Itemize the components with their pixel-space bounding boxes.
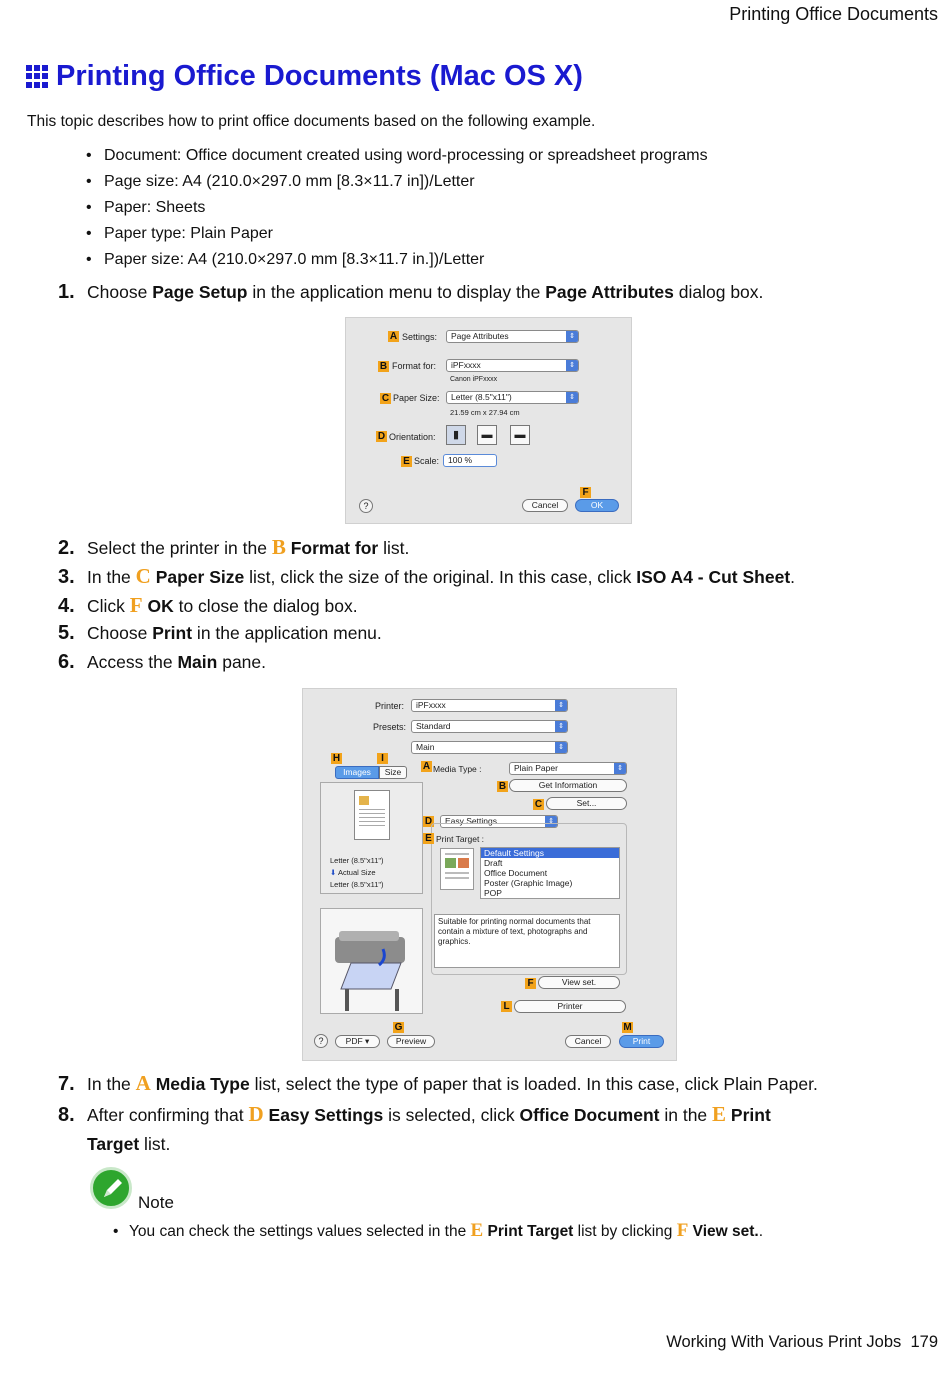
badge-b: B bbox=[379, 361, 388, 372]
cancel-button[interactable]: Cancel bbox=[565, 1035, 611, 1048]
intro-text: This topic describes how to print office documents based on the following example. bbox=[27, 113, 596, 130]
get-information-button[interactable]: Get Information bbox=[509, 779, 627, 792]
page-title: Printing Office Documents (Mac OS X) bbox=[56, 60, 583, 92]
settings-label: Settings: bbox=[402, 332, 438, 342]
badge-h: H bbox=[332, 753, 341, 764]
badge-a: A bbox=[422, 761, 431, 772]
page-number: 179 bbox=[910, 1333, 938, 1351]
orientation-label: Orientation: bbox=[389, 432, 436, 442]
view-set-button[interactable]: View set. bbox=[538, 976, 620, 989]
grid-icon bbox=[26, 65, 50, 89]
badge-d: D bbox=[424, 816, 433, 827]
step-8: 8. After confirming that D Easy Settings is selected, click Office Document in the E Print Target list. bbox=[58, 1102, 771, 1154]
badge-e: E bbox=[423, 833, 434, 844]
step-5: 5. Choose Print in the application menu. bbox=[58, 622, 382, 644]
badge-f: F bbox=[580, 487, 591, 498]
list-item[interactable]: Default Settings bbox=[481, 848, 619, 858]
print-target-list[interactable] bbox=[480, 847, 620, 899]
list-item: • Page size: A4 (210.0×297.0 mm [8.3×11.7 in])/Letter bbox=[86, 169, 708, 195]
badge-d: D bbox=[377, 431, 386, 442]
badge-c: C bbox=[534, 799, 543, 810]
preview-scaling: ⬇ Actual Size bbox=[330, 868, 376, 877]
badge-m: M bbox=[623, 1022, 632, 1033]
tab-images[interactable]: Images bbox=[335, 766, 379, 779]
step-2: 2. Select the printer in the B Format for list. bbox=[58, 535, 410, 559]
page-footer bbox=[666, 1333, 938, 1352]
step-7: 7. In the A Media Type list, select the type of paper that is loaded. In this case, click Plain Paper. bbox=[58, 1071, 818, 1095]
help-icon[interactable]: ? bbox=[359, 499, 373, 513]
description-box: Suitable for printing normal documents that contain a mixture of text, photographs and graphics. bbox=[434, 914, 620, 968]
list-item: • Paper: Sheets bbox=[86, 195, 708, 221]
preview-button[interactable]: Preview bbox=[387, 1035, 435, 1048]
step-1: 1. Choose Page Setup in the application menu to display the Page Attributes dialog box. bbox=[58, 281, 764, 303]
list-item[interactable]: Office Document bbox=[484, 868, 548, 878]
printer-label: Printer: bbox=[375, 701, 405, 711]
list-item: • Paper type: Plain Paper bbox=[86, 221, 708, 247]
step-6: 6. Access the Main pane. bbox=[58, 651, 266, 673]
landscape-left-icon[interactable]: ▬ bbox=[477, 425, 497, 445]
note-text: • You can check the settings values selected in the E Print Target list by clicking F View set.. bbox=[113, 1220, 764, 1241]
badge-b: B bbox=[498, 781, 507, 792]
presets-label: Presets: bbox=[373, 722, 407, 732]
paper-size-label: Paper Size: bbox=[393, 393, 440, 403]
footer-section: Working With Various Print Jobs bbox=[666, 1333, 902, 1351]
cancel-button[interactable]: Cancel bbox=[522, 499, 568, 512]
print-main-dialog bbox=[302, 688, 677, 1061]
badge-c: C bbox=[381, 393, 390, 404]
badge-l: L bbox=[501, 1001, 512, 1012]
list-item: • Document: Office document created using word-processing or spreadsheet programs bbox=[86, 143, 708, 169]
list-item[interactable]: Poster (Graphic Image) bbox=[484, 878, 573, 888]
preview-size-original: Letter (8.5"x11") bbox=[330, 856, 384, 865]
scale-input[interactable]: 100 % bbox=[443, 454, 497, 467]
running-header: Printing Office Documents bbox=[729, 4, 938, 24]
printer-select[interactable]: iPFxxxx ⇕ bbox=[411, 699, 568, 712]
list-item[interactable]: Draft bbox=[484, 858, 503, 868]
format-for-select[interactable]: iPFxxxx ⇕ bbox=[446, 359, 579, 372]
page-thumbnail bbox=[354, 790, 390, 840]
portrait-icon[interactable]: ▮ bbox=[446, 425, 466, 445]
example-list bbox=[86, 143, 708, 273]
preview-size-output: Letter (8.5"x11") bbox=[330, 880, 384, 889]
list-item: • Paper size: A4 (210.0×297.0 mm [8.3×11.7 in.])/Letter bbox=[86, 247, 708, 273]
printer-illustration bbox=[320, 908, 423, 1014]
presets-select[interactable]: Standard ⇕ bbox=[411, 720, 568, 733]
note-pencil-icon bbox=[90, 1167, 132, 1209]
paper-size-sub: 21.59 cm x 27.94 cm bbox=[450, 408, 520, 417]
help-icon[interactable]: ? bbox=[314, 1034, 328, 1048]
note-heading: Note bbox=[138, 1193, 174, 1212]
landscape-right-icon[interactable]: ▬ bbox=[510, 425, 530, 445]
step-3: 3. In the C Paper Size list, click the size of the original. In this case, click ISO A4 - Cut Sheet. bbox=[58, 564, 796, 588]
badge-g: G bbox=[394, 1022, 403, 1033]
title-block bbox=[26, 60, 583, 93]
set-button[interactable]: Set... bbox=[546, 797, 627, 810]
print-button[interactable]: Print bbox=[619, 1035, 664, 1048]
pane-select[interactable]: Main ⇕ bbox=[411, 741, 568, 754]
pdf-button[interactable]: PDF ▾ bbox=[335, 1035, 380, 1048]
paper-size-select[interactable]: Letter (8.5"x11") ⇕ bbox=[446, 391, 579, 404]
down-arrow-icon: ⬇ bbox=[330, 868, 338, 877]
page-attributes-dialog bbox=[345, 317, 632, 524]
media-type-select[interactable]: Plain Paper ⇕ bbox=[509, 762, 627, 775]
badge-e: E bbox=[401, 456, 412, 467]
printer-button[interactable]: Printer bbox=[514, 1000, 626, 1013]
badge-f: F bbox=[525, 978, 536, 989]
media-type-label: Media Type : bbox=[433, 764, 482, 774]
ok-button[interactable]: OK bbox=[575, 499, 619, 512]
format-for-label: Format for: bbox=[392, 361, 437, 371]
tab-size[interactable]: Size bbox=[379, 766, 407, 779]
scale-label: Scale: bbox=[414, 456, 440, 466]
preview-panel bbox=[320, 782, 423, 894]
step-4: 4. Click F OK to close the dialog box. bbox=[58, 593, 358, 617]
badge-i: I bbox=[377, 753, 388, 764]
print-target-label: Print Target : bbox=[436, 834, 485, 844]
list-item[interactable]: POP bbox=[484, 888, 502, 898]
easy-settings-select[interactable]: Easy Settings ⇕ bbox=[440, 815, 558, 828]
format-sub: Canon iPFxxxx bbox=[450, 376, 498, 383]
settings-select[interactable]: Page Attributes ⇕ bbox=[446, 330, 579, 343]
document-thumbnail bbox=[440, 848, 474, 890]
badge-a: A bbox=[389, 331, 398, 342]
